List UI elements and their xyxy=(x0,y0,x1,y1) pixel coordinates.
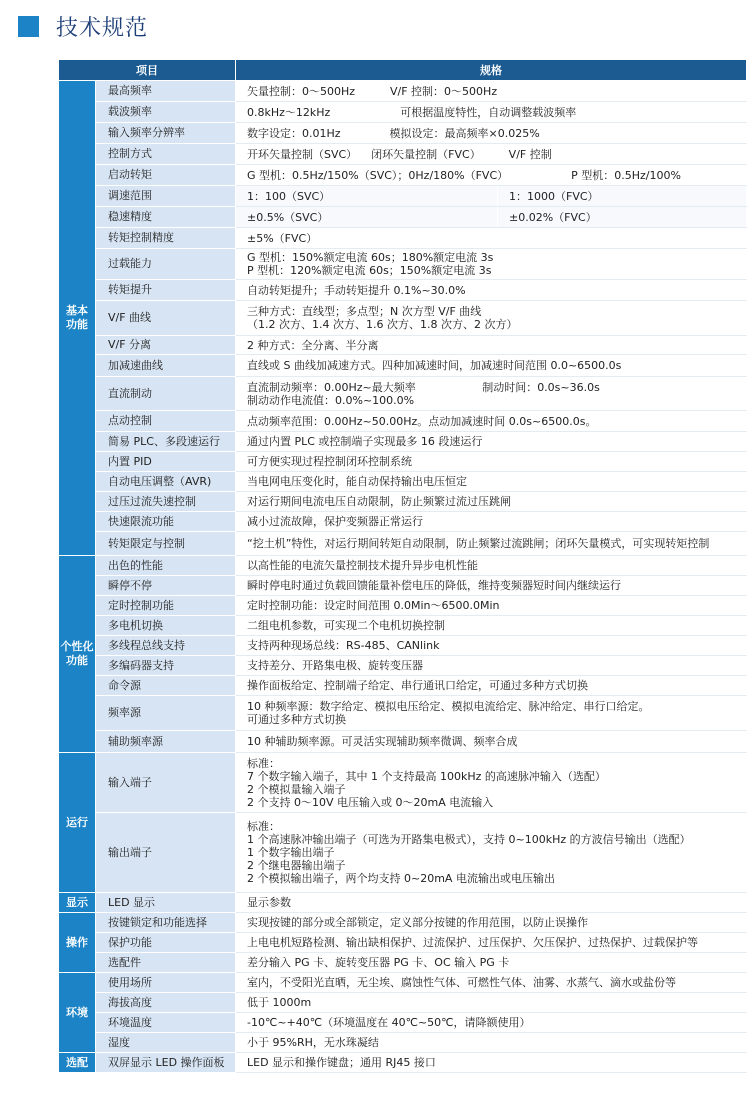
item-cell: 快速限流功能 xyxy=(96,512,236,532)
item-cell: 启动转矩 xyxy=(96,165,236,186)
table-row xyxy=(59,576,747,596)
category-cell: 显示 xyxy=(59,893,96,913)
table-row xyxy=(59,532,747,556)
item-cell: 命令源 xyxy=(96,676,236,696)
table-row xyxy=(59,452,747,472)
table-header-row xyxy=(59,60,747,81)
table-row xyxy=(59,993,747,1013)
spec-value-cell: G 型机：150%额定电流 60s；180%额定电流 3s P 型机：120%额定电流 60s；150%额定电流 3s xyxy=(236,249,747,280)
item-cell: V/F 分离 xyxy=(96,336,236,355)
spec-value-cell: 开环矢量控制（SVC） 闭环矢量控制（FVC） V/F 控制 xyxy=(236,144,747,165)
item-cell: 保护功能 xyxy=(96,933,236,953)
column-header-spec: 规格 xyxy=(236,60,747,81)
table-row xyxy=(59,207,747,228)
spec-value-cell: 直线或 S 曲线加减速方式。四种加减速时间，加减速时间范围 0.0~6500.0s xyxy=(236,355,747,377)
item-cell: 环境温度 xyxy=(96,1013,236,1033)
table-row xyxy=(59,411,747,432)
item-cell: 最高频率 xyxy=(96,81,236,102)
table-row xyxy=(59,165,747,186)
item-cell: 转矩控制精度 xyxy=(96,228,236,249)
spec-value-cell: 实现按键的部分或全部锁定，定义部分按键的作用范围，以防止误操作 xyxy=(236,913,747,933)
item-cell: 双屏显示 LED 操作面板 xyxy=(96,1053,236,1073)
spec-value-cell: 二组电机参数，可实现二个电机切换控制 xyxy=(236,616,747,636)
spec-value-cell: 自动转矩提升；手动转矩提升 0.1%~30.0% xyxy=(236,280,747,301)
table-row xyxy=(59,144,747,165)
item-cell: 转矩提升 xyxy=(96,280,236,301)
table-row xyxy=(59,512,747,532)
spec-value-cell-2: ±0.02%（FVC） xyxy=(498,207,747,228)
table-row xyxy=(59,432,747,452)
item-cell: 湿度 xyxy=(96,1033,236,1053)
item-cell: 频率源 xyxy=(96,696,236,731)
table-row xyxy=(59,355,747,377)
item-cell: 瞬停不停 xyxy=(96,576,236,596)
item-cell: LED 显示 xyxy=(96,893,236,913)
spec-value-cell: 0.8kHz～12kHz 可根据温度特性，自动调整载波频率 xyxy=(236,102,747,123)
table-row xyxy=(59,893,747,913)
spec-value-cell: 支持两种现场总线：RS-485、CANlink xyxy=(236,636,747,656)
table-row xyxy=(59,249,747,280)
table-row xyxy=(59,596,747,616)
table-row xyxy=(59,933,747,953)
spec-value-cell: 当电网电压变化时，能自动保持输出电压恒定 xyxy=(236,472,747,492)
table-row xyxy=(59,301,747,336)
table-row xyxy=(59,377,747,411)
table-row xyxy=(59,280,747,301)
item-cell: 按键锁定和功能选择 xyxy=(96,913,236,933)
table-row xyxy=(59,973,747,993)
spec-value-cell: 支持差分、开路集电极、旋转变压器 xyxy=(236,656,747,676)
table-row xyxy=(59,813,747,893)
table-row xyxy=(59,228,747,249)
category-cell: 运行 xyxy=(59,753,96,893)
table-row xyxy=(59,1013,747,1033)
spec-value-cell: 上电电机短路检测、输出缺相保护、过流保护、过压保护、欠压保护、过热保护、过载保护等 xyxy=(236,933,747,953)
item-cell: 出色的性能 xyxy=(96,556,236,576)
item-cell: 加减速曲线 xyxy=(96,355,236,377)
item-cell: 使用场所 xyxy=(96,973,236,993)
spec-value-cell: 瞬时停电时通过负载回馈能量补偿电压的降低，维持变频器短时间内继续运行 xyxy=(236,576,747,596)
spec-value-cell: 以高性能的电流矢量控制技术提升异步电机性能 xyxy=(236,556,747,576)
category-cell: 个性化 功能 xyxy=(59,556,96,753)
item-cell: 过载能力 xyxy=(96,249,236,280)
item-cell: 多编码器支持 xyxy=(96,656,236,676)
spec-value-cell: “挖土机”特性，对运行期间转矩自动限制，防止频繁过流跳闸；闭环矢量模式，可实现转矩控制 xyxy=(236,532,747,556)
spec-value-cell: 1：100（SVC） xyxy=(236,186,498,207)
table-row xyxy=(59,753,747,813)
table-row xyxy=(59,636,747,656)
spec-value-cell: 可方便实现过程控制闭环控制系统 xyxy=(236,452,747,472)
item-cell: 辅助频率源 xyxy=(96,731,236,753)
item-cell: 定时控制功能 xyxy=(96,596,236,616)
item-cell: 过压过流失速控制 xyxy=(96,492,236,512)
spec-value-cell: 对运行期间电流电压自动限制，防止频繁过流过压跳闸 xyxy=(236,492,747,512)
item-cell: 多线程总线支持 xyxy=(96,636,236,656)
spec-value-cell: 数字设定：0.01Hz 模拟设定：最高频率×0.025% xyxy=(236,123,747,144)
spec-value-cell: 差分输入 PG 卡、旋转变压器 PG 卡、OC 输入 PG 卡 xyxy=(236,953,747,973)
item-cell: 输出端子 xyxy=(96,813,236,893)
category-cell: 基本 功能 xyxy=(59,81,96,556)
spec-value-cell: 通过内置 PLC 或控制端子实现最多 16 段速运行 xyxy=(236,432,747,452)
spec-value-cell: 点动频率范围：0.00Hz~50.00Hz。点动加减速时间 0.0s~6500.0s。 xyxy=(236,411,747,432)
item-cell: 自动电压调整（AVR) xyxy=(96,472,236,492)
spec-value-cell: 标准： 7 个数字输入端子，其中 1 个支持最高 100kHz 的高速脉冲输入（选配） 2 个模拟量输入端子 2 个支持 0～10V 电压输入或 0～20mA 电流输入 xyxy=(236,753,747,813)
column-header-item: 项目 xyxy=(59,60,236,81)
table-row xyxy=(59,953,747,973)
table-row xyxy=(59,81,747,102)
item-cell: 输入频率分辨率 xyxy=(96,123,236,144)
item-cell: 调速范围 xyxy=(96,186,236,207)
category-cell: 环境 xyxy=(59,973,96,1053)
spec-value-cell: LED 显示和操作键盘；通用 RJ45 接口 xyxy=(236,1053,747,1073)
table-row xyxy=(59,676,747,696)
category-cell: 操作 xyxy=(59,913,96,973)
table-row xyxy=(59,556,747,576)
table-row xyxy=(59,472,747,492)
table-row xyxy=(59,102,747,123)
item-cell: 多电机切换 xyxy=(96,616,236,636)
table-row xyxy=(59,656,747,676)
spec-value-cell-2: 1：1000（FVC） xyxy=(498,186,747,207)
table-row xyxy=(59,1033,747,1053)
table-row xyxy=(59,336,747,355)
spec-value-cell: 减小过流故障，保护变频器正常运行 xyxy=(236,512,747,532)
item-cell: 转矩限定与控制 xyxy=(96,532,236,556)
spec-value-cell: 2 种方式：全分离、半分离 xyxy=(236,336,747,355)
spec-value-cell: 三种方式：直线型；多点型；N 次方型 V/F 曲线 （1.2 次方、1.4 次方、1.6 次方、1.8 次方、2 次方） xyxy=(236,301,747,336)
item-cell: V/F 曲线 xyxy=(96,301,236,336)
table-row xyxy=(59,492,747,512)
spec-value-cell: 直流制动频率：0.00Hz~最大频率 制动时间：0.0s~36.0s 制动动作电流值：0.0%~100.0% xyxy=(236,377,747,411)
spec-value-cell: 标准： 1 个高速脉冲输出端子（可选为开路集电极式），支持 0~100kHz 的方波信号输出（选配） 1 个数字输出端子 2 个继电器输出端子 2 个模拟输出端子，两个均支持 0~20mA 电流输出或电压输出 xyxy=(236,813,747,893)
spec-value-cell: 10 种辅助频率源。可灵活实现辅助频率微调、频率合成 xyxy=(236,731,747,753)
spec-value-cell: 室内，不受阳光直晒，无尘埃、腐蚀性气体、可燃性气体、油雾、水蒸气、滴水或盐份等 xyxy=(236,973,747,993)
item-cell: 控制方式 xyxy=(96,144,236,165)
table-row xyxy=(59,913,747,933)
spec-value-cell: 矢量控制：0～500Hz V/F 控制：0～500Hz xyxy=(236,81,747,102)
spec-value-cell: 定时控制功能：设定时间范围 0.0Min～6500.0Min xyxy=(236,596,747,616)
table-row xyxy=(59,123,747,144)
spec-value-cell: ±5%（FVC） xyxy=(236,228,747,249)
item-cell: 载波频率 xyxy=(96,102,236,123)
spec-value-cell: -10℃~+40℃（环境温度在 40℃~50℃，请降额使用） xyxy=(236,1013,747,1033)
spec-value-cell: G 型机：0.5Hz/150%（SVC）；0Hz/180%（FVC） P 型机：0.5Hz/100% xyxy=(236,165,747,186)
item-cell: 点动控制 xyxy=(96,411,236,432)
item-cell: 内置 PID xyxy=(96,452,236,472)
title-square-icon xyxy=(18,16,39,37)
table-row xyxy=(59,731,747,753)
table-row xyxy=(59,696,747,731)
table-row xyxy=(59,1053,747,1073)
item-cell: 选配件 xyxy=(96,953,236,973)
spec-value-cell: 低于 1000m xyxy=(236,993,747,1013)
spec-value-cell: ±0.5%（SVC） xyxy=(236,207,498,228)
item-cell: 直流制动 xyxy=(96,377,236,411)
item-cell: 简易 PLC、多段速运行 xyxy=(96,432,236,452)
table-row xyxy=(59,616,747,636)
page-title: 技术规范 xyxy=(56,16,149,41)
spec-value-cell: 小于 95%RH，无水珠凝结 xyxy=(236,1033,747,1053)
item-cell: 输入端子 xyxy=(96,753,236,813)
section-header xyxy=(0,0,750,56)
spec-value-cell: 显示参数 xyxy=(236,893,747,913)
item-cell: 稳速精度 xyxy=(96,207,236,228)
item-cell: 海拔高度 xyxy=(96,993,236,1013)
spec-value-cell: 操作面板给定、控制端子给定、串行通讯口给定，可通过多种方式切换 xyxy=(236,676,747,696)
category-cell: 选配 xyxy=(59,1053,96,1073)
spec-value-cell: 10 种频率源：数字给定、模拟电压给定、模拟电流给定、脉冲给定、串行口给定。 可通过多种方式切换 xyxy=(236,696,747,731)
table-row xyxy=(59,186,747,207)
spec-table xyxy=(58,59,747,1073)
